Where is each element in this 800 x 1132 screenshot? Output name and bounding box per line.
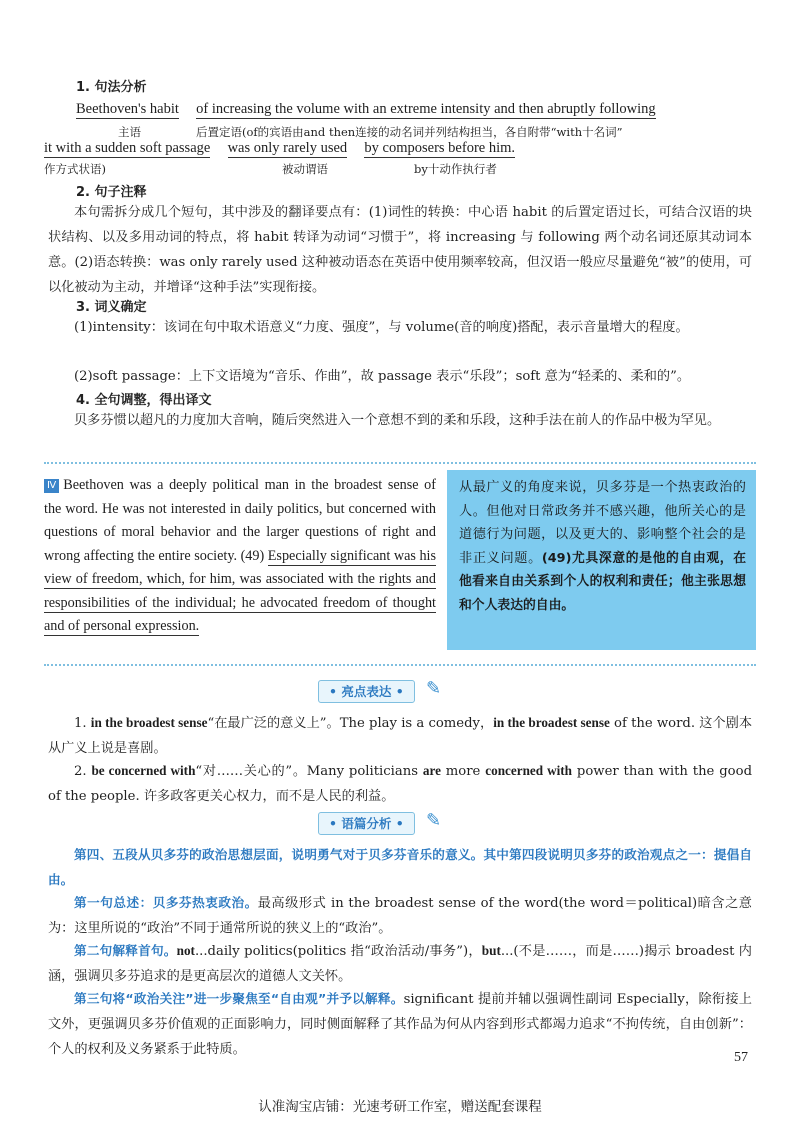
highlight-1-end: of the word. 这个剧本从广义上说是喜剧。 xyxy=(48,716,753,756)
highlight-item-1 xyxy=(48,710,752,761)
sentence-line-1 xyxy=(76,101,656,118)
highlight-1-mid: “在最广泛的意义上”。The play is a comedy， xyxy=(207,716,494,731)
analysis-s1-text: 最高级形式 in the broadest sense of the word(the word＝political)暗含之意为：这里所说的“政治”不同于通常所说的狭义上的“政治”。 xyxy=(48,896,752,936)
analysis-s2-not: not xyxy=(176,943,195,958)
highlight-2-are: are xyxy=(422,763,441,778)
footer-notice: 认准淘宝店铺：光速考研工作室，赠送配套课程 xyxy=(258,1099,542,1115)
label-manner: 作方式状语) xyxy=(44,162,106,176)
label-by-agent: by十动作执行者 xyxy=(414,162,497,176)
label-subject: 主语 xyxy=(118,125,141,139)
analysis-s3-text: significant 提前并辅以强调性副词 Especially，除衔接上文外，更强调贝多芬价值观的正面影响力，同时侧面解释了其作品为何从内容到形式都竭力追求“不拘传统，自由创新”：个人的权利及义务紧系于此特质。 xyxy=(48,992,752,1057)
section-3-item-2: (2)soft passage：上下文语境为“音乐、作曲”，故 passage 表示“乐段”；soft 意为“轻柔的、柔和的”。 xyxy=(74,369,691,384)
highlight-2-more: more xyxy=(440,764,486,779)
subject-phrase: Beethoven's habit xyxy=(76,101,179,117)
sentence-line-2 xyxy=(44,140,515,157)
translation-plain: 从最广义的角度来说，贝多芬是一个热衷政治的人。但他对日常政务并不感兴趣，他所关心的是道德行为问题，以及更大的、影响整个社会的是非正义问题。 xyxy=(459,480,746,566)
section-1-title: 1. 句法分析 xyxy=(76,80,147,95)
analysis-sentence-1 xyxy=(48,890,752,941)
analysis-pill: • 语篇分析 • xyxy=(318,812,415,835)
analysis-sentence-2 xyxy=(48,938,752,989)
translation-49-bold: (49)尤具深意的是他的自由观，在他看来自由关系到个人的权利和责任；他主张思想和个人表达的自由。 xyxy=(459,550,746,613)
highlights-pill: • 亮点表达 • xyxy=(318,680,415,703)
highlight-2-number: 2. xyxy=(74,764,92,779)
pen-icon: ✎ xyxy=(426,678,442,699)
highlight-2-phrase-2: concerned with xyxy=(485,763,573,778)
analysis-s1-label: 第一句总述：贝多芬热衷政治。 xyxy=(74,895,258,910)
highlight-2-mid: “对……关心的”。Many politicians xyxy=(195,764,423,779)
section-2-text: 本句需拆分成几个短句，其中涉及的翻译要点有：(1)词性的转换：中心语 habit 的后置定语过长，可结合汉语的块状结构、以及多用动词的特点，将 habit 转译为动词“习惯于”，将 increasing 与 following 两个动名词还原其动词本意。(2)语态转换：was only rarely used 这种被动语态在英语中使用频率较高，但汉语一般应尽量避免“被”的使用，可以化被动为主动，并增译“这种手法”实现衔接。 xyxy=(48,205,752,295)
analysis-s2-label: 第二句解释首句。 xyxy=(74,943,177,958)
passive-predicate: was only rarely used xyxy=(227,140,348,156)
analysis-s2-text2: ...(不是……，而是……)揭示 broadest 内涵，强调贝多芬追求的是更高层次的道德人文关怀。 xyxy=(48,944,752,984)
analysis-s3-label: 第三句将“政治关注”进一步聚焦至“自由观”并予以解释。 xyxy=(74,991,404,1006)
highlight-1-number: 1. xyxy=(74,716,91,731)
highlight-1-phrase-2: in the broadest sense xyxy=(493,715,610,730)
analysis-intro: 第四、五段从贝多芬的政治思想层面，说明勇气对于贝多芬音乐的意义。其中第四段说明贝多芬的政治观点之一：提倡自由。 xyxy=(48,847,752,887)
translation-box xyxy=(447,470,756,650)
section-3-title: 3. 词义确定 xyxy=(76,300,147,315)
paragraph-4-plain: Beethoven was a deeply political man in the broadest sense of the word. He was not interested in daily politics, but concerned with questions of moral behavior and the larger questions of right and wrong affecting the entire society. (49) xyxy=(44,477,436,564)
dotted-divider-bottom xyxy=(44,664,756,666)
page-number: 57 xyxy=(734,1050,748,1065)
analysis-s2-but: but xyxy=(481,943,501,958)
highlight-2-end: power than with the good of the people. 许多政客更关心权力，而不是人民的利益。 xyxy=(48,764,753,804)
section-2-title: 2. 句子注释 xyxy=(76,185,147,200)
postpositive-attribute-phrase: of increasing the volume with an extreme intensity and then abruptly following xyxy=(196,101,656,117)
pen-icon: ✎ xyxy=(426,810,442,831)
paragraph-4-english xyxy=(44,474,436,639)
analysis-s2-text1: ...daily politics(politics 指“政治活动/事务”)， xyxy=(194,944,482,959)
by-agent-phrase: by composers before him. xyxy=(364,140,516,156)
sentence-49-underlined: Especially significant was his view of freedom, which, for him, was associated with the rights and responsibilities of the individual; he advocated freedom of thought and of personal expression. xyxy=(44,547,437,634)
highlight-1-phrase: in the broadest sense xyxy=(90,715,208,730)
section-3-item-1: (1)intensity：该词在句中取术语意义“力度、强度”，与 volume(音的响度)搭配，表示音量增大的程度。 xyxy=(74,320,689,335)
paragraph-badge: Ⅳ xyxy=(44,479,59,493)
label-passive-predicate: 被动谓语 xyxy=(282,162,328,176)
section-4-title: 4. 全句调整，得出译文 xyxy=(76,393,212,408)
manner-phrase: it with a sudden soft passage xyxy=(44,140,211,156)
highlight-2-phrase: be concerned with xyxy=(91,763,196,778)
section-4-text: 贝多芬惯以超凡的力度加大音响，随后突然进入一个意想不到的柔和乐段，这种手法在前人的作品中极为罕见。 xyxy=(74,413,721,428)
dotted-divider-top xyxy=(44,462,756,464)
highlight-item-2 xyxy=(48,758,752,809)
analysis-sentence-3 xyxy=(48,986,752,1062)
label-postpositive-attribute: 后置定语(of的宾语由and then连接的动名词并列结构担当，各自附带“with十名词” xyxy=(196,125,623,139)
